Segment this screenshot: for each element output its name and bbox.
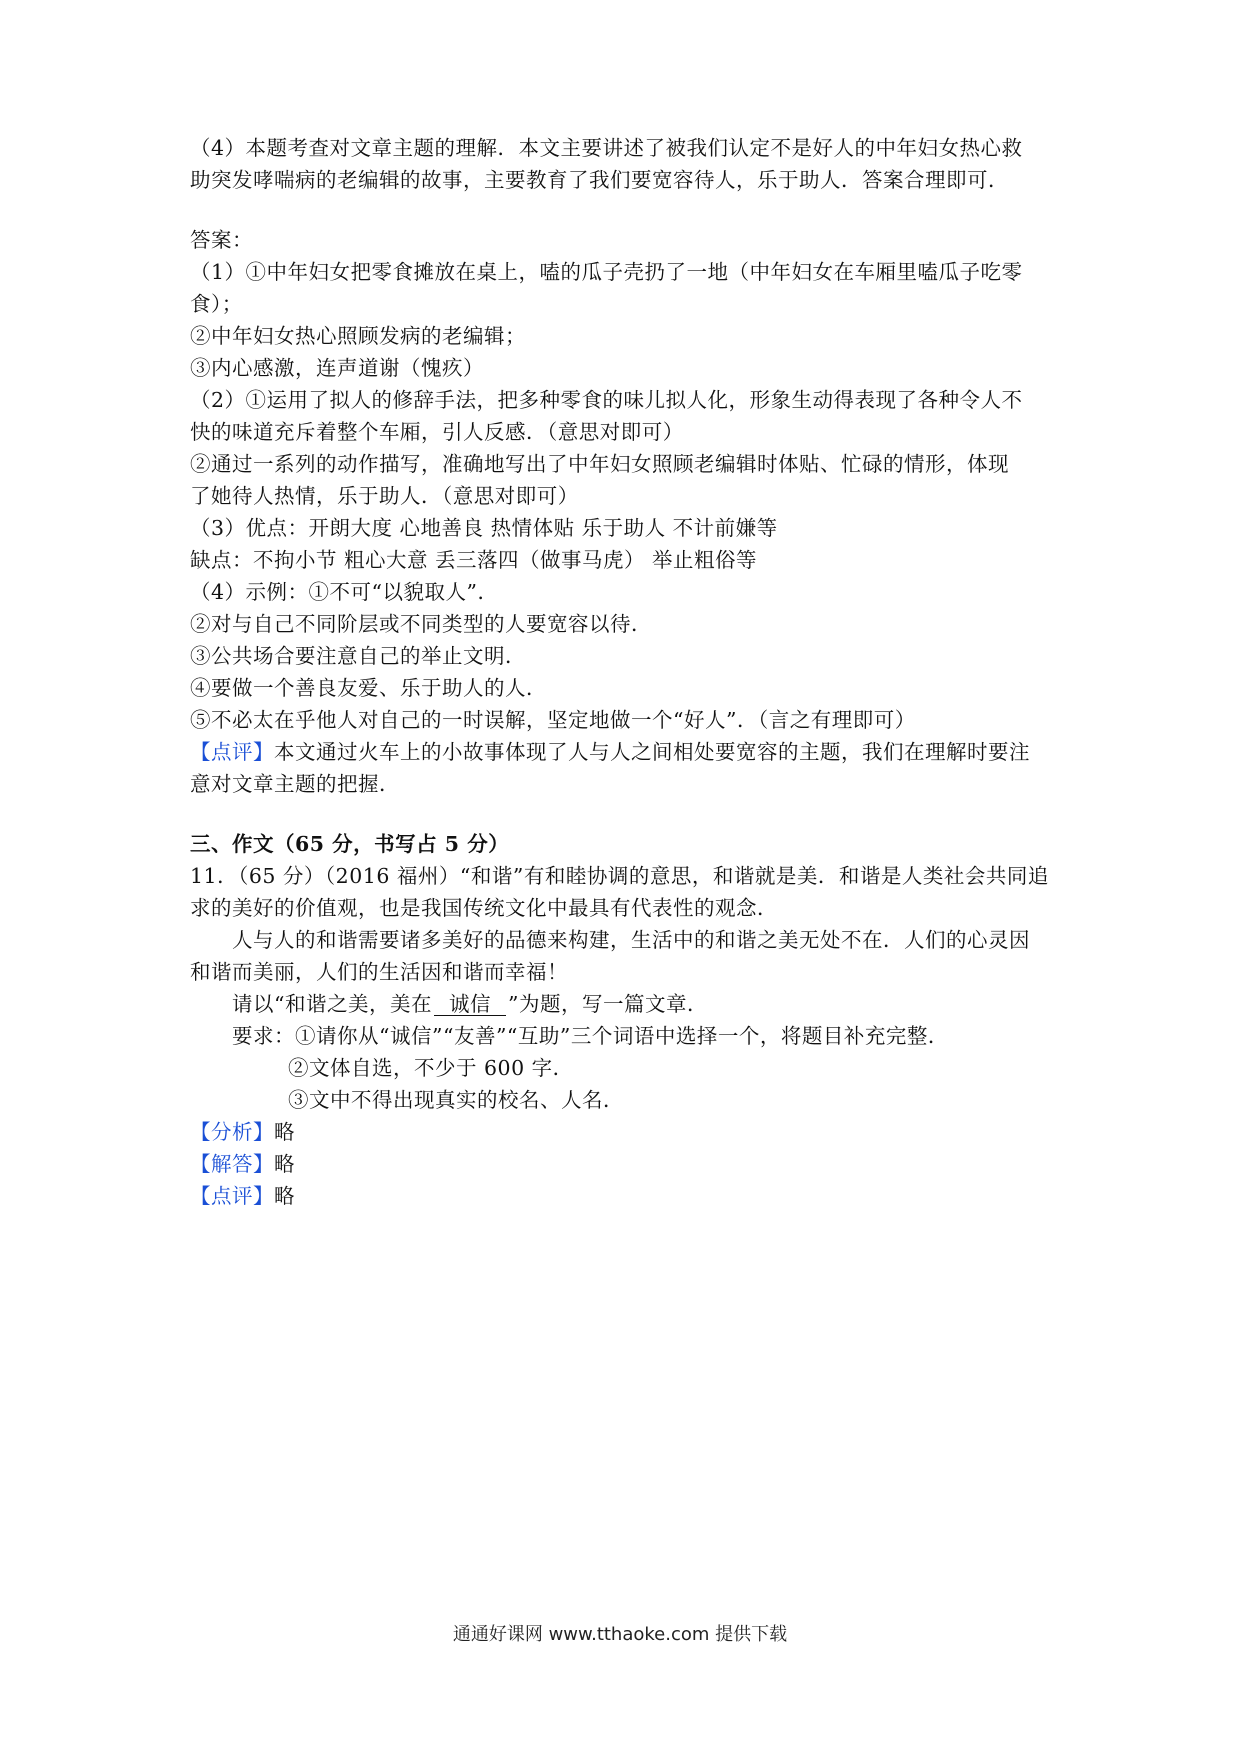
answer-line: ②对与自己不同阶层或不同类型的人要宽容以待． (190, 612, 652, 636)
answer-line: 了她待人热情，乐于助人．（意思对即可） (190, 484, 579, 508)
comment-tag: 【点评】 (190, 740, 274, 764)
comment-text: 本文通过火车上的小故事体现了人与人之间相处要宽容的主题，我们在理解时要注 (274, 740, 1030, 764)
answer-section-line (190, 1148, 295, 1180)
review-text: 略 (274, 1184, 295, 1208)
analysis-tag: 【分析】 (190, 1120, 274, 1144)
requirement-line: ③文中不得出现真实的校名、人名． (288, 1088, 624, 1112)
analysis-text: 略 (274, 1120, 295, 1144)
review-tag: 【点评】 (190, 1184, 274, 1208)
question-line: 求的美好的价值观，也是我国传统文化中最具有代表性的观念． (190, 896, 778, 920)
answer-line: （4）示例：①不可“以貌取人”． (190, 580, 499, 604)
answer-line: ④要做一个善良友爱、乐于助人的人． (190, 676, 547, 700)
page-footer: 通通好课网 www.tthaoke.com 提供下载 (452, 1624, 788, 1645)
prompt-after: ”为题，写一篇文章． (507, 992, 708, 1016)
analysis-line (190, 1116, 295, 1148)
paragraph-line: （4）本题考查对文章主题的理解．本文主要讲述了被我们认定不是好人的中年妇女热心救 (190, 136, 1023, 160)
prompt-blank: 诚信 (434, 993, 506, 1016)
paragraph-line: 助突发哮喘病的老编辑的故事，主要教育了我们要宽容待人，乐于助人．答案合理即可． (190, 168, 1009, 192)
review-line (190, 1180, 295, 1212)
comment-line (190, 736, 1030, 768)
answer-line: （3）优点：开朗大度 心地善良 热情体贴 乐于助人 不计前嫌等 (190, 516, 778, 540)
requirement-line: 要求：①请你从“诚信”“友善”“互助”三个词语中选择一个，将题目补充完整． (232, 1024, 949, 1048)
answer-line: 食）； (190, 292, 243, 316)
answer-line: ②通过一系列的动作描写，准确地写出了中年妇女照顾老编辑时体贴、忙碌的情形，体现 (190, 452, 1009, 476)
answer-line: （2）①运用了拟人的修辞手法，把多种零食的味儿拟人化，形象生动得表现了各种令人不 (190, 388, 1023, 412)
answer-line: ②中年妇女热心照顾发病的老编辑； (190, 324, 526, 348)
prompt-line (232, 988, 708, 1020)
answer-line: 缺点：不拘小节 粗心大意 丢三落四（做事马虎） 举止粗俗等 (190, 548, 758, 572)
question-line: 11．（65 分）（2016 福州）“和谐”有和睦协调的意思，和谐就是美．和谐是人类社会共同追 (190, 864, 1049, 888)
answer-line: ③公共场合要注意自己的举止文明． (190, 644, 526, 668)
comment-line: 意对文章主题的把握． (190, 772, 400, 796)
answer-line: ③内心感激，连声道谢（愧疚） (190, 356, 484, 380)
answers-heading: 答案： (190, 228, 253, 252)
prompt-before: 请以“和谐之美，美在 (232, 992, 432, 1016)
answer-line: ⑤不必太在乎他人对自己的一时误解，坚定地做一个“好人”．（言之有理即可） (190, 708, 916, 732)
section-title: 三、作文（65 分，书写占 5 分） (190, 832, 510, 856)
answer-tag: 【解答】 (190, 1152, 274, 1176)
answer-line: （1）①中年妇女把零食摊放在桌上，嗑的瓜子壳扔了一地（中年妇女在车厢里嗑瓜子吃零 (190, 260, 1023, 284)
question-paragraph-line: 人与人的和谐需要诸多美好的品德来构建，生活中的和谐之美无处不在．人们的心灵因 (232, 928, 1030, 952)
question-paragraph-line: 和谐而美丽，人们的生活因和谐而幸福！ (190, 960, 568, 984)
answer-text: 略 (274, 1152, 295, 1176)
requirement-line: ②文体自选，不少于 600 字． (288, 1056, 574, 1080)
answer-line: 快的味道充斥着整个车厢，引人反感．（意思对即可） (190, 420, 684, 444)
